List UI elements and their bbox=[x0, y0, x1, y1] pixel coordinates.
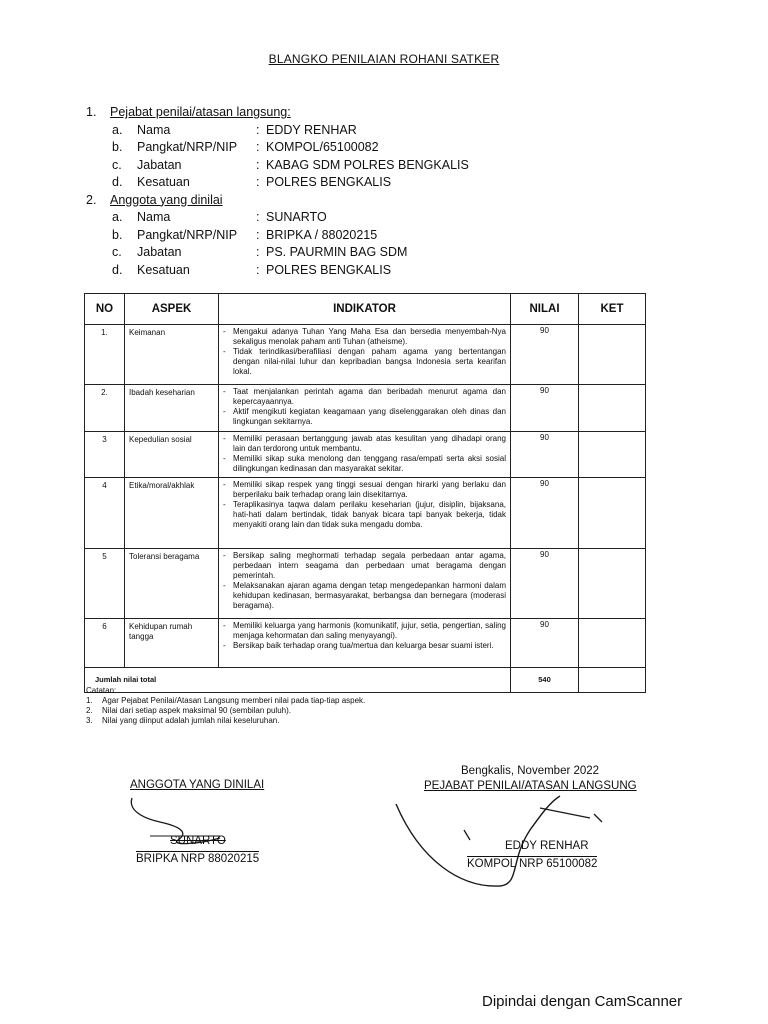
item-colon: : bbox=[256, 140, 260, 154]
indicator-item: - Memiliki sikap suka menolong dan tenggang rasa/empati serta aksi sosial dilingkungan kedinasan dan masyarakat sekitar. bbox=[223, 454, 506, 474]
cell-nilai: 90 bbox=[511, 478, 579, 549]
section-number: 1. bbox=[86, 105, 97, 119]
table-row bbox=[85, 549, 646, 619]
cell-indikator bbox=[219, 478, 511, 549]
note-text: Nilai yang diinput adalah jumlah nilai keseluruhan. bbox=[102, 716, 280, 725]
cell-indikator bbox=[219, 325, 511, 385]
cell-aspek: Kehidupan rumah tangga bbox=[125, 619, 219, 668]
right-signature-name: EDDY RENHAR bbox=[505, 840, 589, 852]
indicator-item: - Teraplikasinya taqwa dalam perilaku keseharian (jujur, disiplin, bijaksana, hati-hati dalam bertindak, tidak banyak bicara tapi banyak bekerja, tidak menyakiti orang lain dan tidak suka mengadu domba. bbox=[223, 500, 506, 530]
item-label: Kesatuan bbox=[137, 175, 190, 189]
note-item bbox=[86, 716, 365, 726]
left-signature-heading: ANGGOTA YANG DINILAI bbox=[130, 779, 265, 791]
item-label: Jabatan bbox=[137, 245, 182, 259]
cell-aspek: Ibadah keseharian bbox=[125, 385, 219, 432]
item-value: POLRES BENGKALIS bbox=[266, 262, 392, 277]
cell-indikator bbox=[219, 619, 511, 668]
item-colon: : bbox=[256, 262, 260, 277]
cell-no: 4 bbox=[85, 478, 125, 549]
note-number: 2. bbox=[86, 706, 93, 715]
cell-aspek: Etika/moral/akhlak bbox=[125, 478, 219, 549]
cell-no: 6 bbox=[85, 619, 125, 668]
scanner-footer: Dipindai dengan CamScanner bbox=[482, 993, 683, 1010]
cell-ket bbox=[579, 549, 646, 619]
section-title: Pejabat penilai/atasan langsung: bbox=[110, 105, 291, 119]
cell-no: 3 bbox=[85, 432, 125, 478]
item-letter: d. bbox=[112, 175, 123, 189]
cell-nilai: 90 bbox=[511, 432, 579, 478]
cell-ket bbox=[579, 619, 646, 668]
indicator-item: - Aktif mengikuti kegiatan keagamaan yang diselenggarakan oleh dinas dan lingkungan sekitarnya. bbox=[223, 407, 506, 427]
item-letter: a. bbox=[112, 122, 123, 137]
cell-aspek: Kepedulian sosial bbox=[125, 432, 219, 478]
item-colon: : bbox=[256, 210, 260, 224]
indicator-item: - Taat menjalankan perintah agama dan beribadah menurut agama dan kepercayaannya. bbox=[223, 387, 506, 407]
assessment-table bbox=[84, 293, 646, 693]
cell-no: 1. bbox=[85, 325, 125, 385]
indicator-item: - Memiliki sikap respek yang tinggi sesuai dengan hirarki yang berlaku dan berperilaku baik terhadap orang lain disekitarnya. bbox=[223, 480, 506, 500]
table-row bbox=[85, 385, 646, 432]
total-value: 540 bbox=[511, 668, 579, 693]
note-text: Nilai dari setiap aspek maksimal 90 (sembilan puluh). bbox=[102, 706, 291, 715]
header-indikator: INDIKATOR bbox=[219, 294, 511, 325]
item-label: Kesatuan bbox=[137, 262, 190, 277]
item-colon: : bbox=[256, 157, 260, 172]
right-signature-place-date: Bengkalis, November 2022 bbox=[461, 765, 600, 777]
indicator-item: - Melaksanakan ajaran agama dengan tetap mengedepankan harmoni dalam kehidupan kedinasan, bermasyarakat, berbangsa dan bernegara (moderasi beragama). bbox=[223, 581, 506, 611]
header-aspek: ASPEK bbox=[125, 294, 219, 325]
total-label: Jumlah nilai total bbox=[85, 668, 511, 693]
item-label: Jabatan bbox=[137, 157, 182, 172]
item-value: POLRES BENGKALIS bbox=[266, 175, 392, 189]
cell-indikator bbox=[219, 432, 511, 478]
document-title: BLANGKO PENILAIAN ROHANI SATKER bbox=[268, 52, 500, 66]
cell-nilai: 90 bbox=[511, 619, 579, 668]
item-label: Nama bbox=[137, 210, 171, 224]
table-row bbox=[85, 325, 646, 385]
notes-title: Catatan: bbox=[86, 686, 117, 695]
indicator-item: - Memiliki keluarga yang harmonis (komunikatif, jujur, setia, pengertian, saling menjaga kehormatan dan saling menyayangi). bbox=[223, 621, 506, 641]
indicator-item: - Bersikap baik terhadap orang tua/mertua dan keluarga besar suami isteri. bbox=[223, 641, 506, 651]
note-number: 1. bbox=[86, 696, 93, 705]
note-item bbox=[86, 696, 365, 706]
item-letter: a. bbox=[112, 210, 123, 224]
item-label: Pangkat/NRP/NIP bbox=[137, 227, 238, 242]
indicator-item: - Mengakui adanya Tuhan Yang Maha Esa dan bersedia menyembah-Nya sekaligus menolak paham anti Tuhan (atheisme). bbox=[223, 327, 506, 347]
cell-no: 2. bbox=[85, 385, 125, 432]
note-text: Agar Pejabat Penilai/Atasan Langsung memberi nilai pada tiap-tiap aspek. bbox=[102, 696, 366, 705]
table-row bbox=[85, 619, 646, 668]
item-value: BRIPKA / 88020215 bbox=[266, 227, 378, 242]
left-signature-rank-nrp: BRIPKA NRP 88020215 bbox=[136, 853, 260, 865]
section-title: Anggota yang dinilai bbox=[110, 192, 223, 207]
right-signature-heading: PEJABAT PENILAI/ATASAN LANGSUNG bbox=[424, 780, 637, 792]
total-ket bbox=[579, 668, 646, 693]
cell-aspek: Toleransi beragama bbox=[125, 549, 219, 619]
cell-indikator bbox=[219, 385, 511, 432]
cell-no: 5 bbox=[85, 549, 125, 619]
cell-ket bbox=[579, 325, 646, 385]
table-header-row bbox=[85, 294, 646, 325]
item-colon: : bbox=[256, 245, 260, 259]
item-value: KOMPOL/65100082 bbox=[266, 140, 379, 154]
item-letter: c. bbox=[112, 157, 122, 172]
section-number: 2. bbox=[86, 192, 97, 207]
left-signature-scribble bbox=[120, 792, 280, 858]
item-letter: d. bbox=[112, 262, 123, 277]
item-colon: : bbox=[256, 227, 260, 242]
note-item bbox=[86, 706, 365, 716]
left-signature-name: SUNARTO bbox=[170, 835, 226, 847]
cell-aspek: Keimanan bbox=[125, 325, 219, 385]
cell-nilai: 90 bbox=[511, 549, 579, 619]
header-nilai: NILAI bbox=[511, 294, 579, 325]
table-row bbox=[85, 478, 646, 549]
cell-ket bbox=[579, 385, 646, 432]
item-label: Pangkat/NRP/NIP bbox=[137, 140, 238, 154]
cell-ket bbox=[579, 478, 646, 549]
note-number: 3. bbox=[86, 716, 93, 725]
indicator-item: - Memiliki perasaan bertanggung jawab atas kesulitan yang dihadapi orang lain dan terdorong untuk membantu. bbox=[223, 434, 506, 454]
cell-nilai: 90 bbox=[511, 325, 579, 385]
indicator-item: - Bersikap saling meghormati terhadap segala perbedaan antar agama, perbedaan intern seagama dan perbedaan umat beragama dengan pemerintah. bbox=[223, 551, 506, 581]
table-row bbox=[85, 432, 646, 478]
right-signature-rank-nrp: KOMPOL NRP 65100082 bbox=[467, 858, 598, 870]
item-label: Nama bbox=[137, 122, 171, 137]
item-colon: : bbox=[256, 175, 260, 189]
item-value: PS. PAURMIN BAG SDM bbox=[266, 245, 408, 259]
item-colon: : bbox=[256, 122, 260, 137]
notes-section bbox=[86, 686, 365, 726]
cell-nilai: 90 bbox=[511, 385, 579, 432]
item-letter: b. bbox=[112, 140, 123, 154]
cell-ket bbox=[579, 432, 646, 478]
item-letter: b. bbox=[112, 227, 123, 242]
indicator-item: - Tidak terindikasi/berafiliasi dengan paham agama yang bertentangan dengan nilai-nilai luhur dan kepribadian bangsa Indonesia serta kearifan lokal. bbox=[223, 347, 506, 377]
header-no: NO bbox=[85, 294, 125, 325]
item-letter: c. bbox=[112, 245, 122, 259]
item-value: SUNARTO bbox=[266, 210, 327, 224]
item-value: EDDY RENHAR bbox=[266, 122, 357, 137]
cell-indikator bbox=[219, 549, 511, 619]
header-ket: KET bbox=[579, 294, 646, 325]
item-value: KABAG SDM POLRES BENGKALIS bbox=[266, 157, 469, 172]
